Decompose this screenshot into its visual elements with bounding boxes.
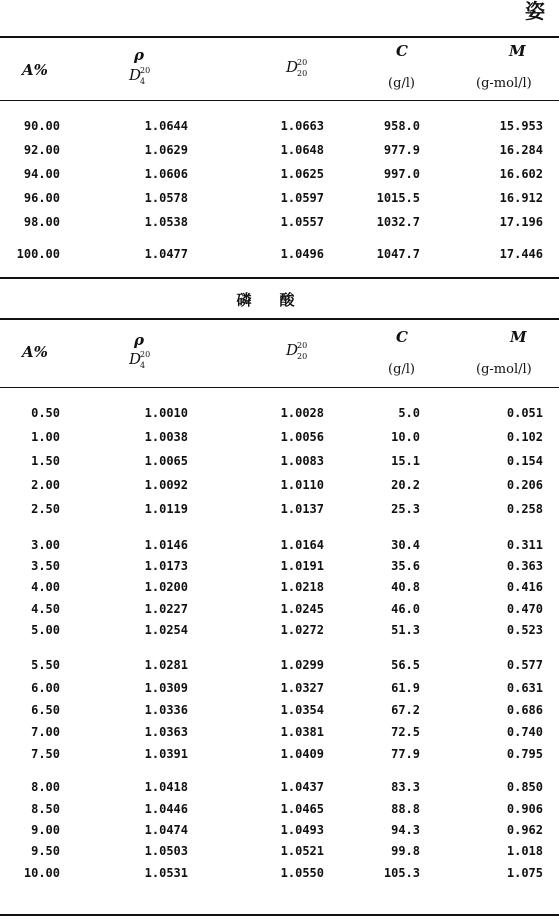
table2-header-d20-sup: 20: [297, 341, 308, 350]
table2-row-c: 51.3: [391, 623, 420, 637]
table2-row: [0, 599, 559, 619]
table2-row: [0, 820, 559, 840]
table1-header-a: A%: [22, 61, 48, 79]
table1-row-m: 16.602: [499, 167, 543, 181]
table2-row-d4: 1.0173: [144, 559, 188, 573]
table2-header-d20-base: D: [286, 341, 299, 359]
table2-row: [0, 678, 559, 698]
corner-mark: 姿: [525, 0, 545, 23]
table2-row-d20: 1.0245: [280, 602, 324, 616]
table2-row: [0, 841, 559, 861]
table2-row: [0, 577, 559, 597]
table2-row-c: 20.2: [391, 478, 420, 492]
table2-header-d20: [286, 341, 308, 361]
table1-row-d20: 1.0625: [280, 167, 324, 181]
table1-header-c-unit: (g/l): [388, 76, 416, 91]
table1-header-d4-base: D: [129, 66, 142, 84]
table2-row-c: 56.5: [391, 658, 420, 672]
table1-row-c: 997.0: [383, 167, 420, 181]
table2-row-m: 1.075: [506, 866, 543, 880]
table2-row-m: 0.154: [506, 454, 543, 468]
table2-row-a: 7.00: [31, 725, 60, 739]
table1-row-d4: 1.0629: [144, 143, 188, 157]
table1-row: [0, 116, 559, 136]
table2-row-a: 1.00: [31, 430, 60, 444]
table2-row-c: 88.8: [391, 802, 420, 816]
table1-row-m: 16.284: [499, 143, 543, 157]
table2-header-d4-base: D: [129, 350, 142, 368]
table2-header-rho: ρ: [134, 331, 144, 349]
table1-row-a: 92.00: [23, 143, 60, 157]
table1-row: [0, 244, 559, 264]
table2-row-d20: 1.0299: [280, 658, 324, 672]
table2-header-d20-sub: 20: [297, 352, 308, 361]
table2-row: [0, 744, 559, 764]
table2-row-d20: 1.0381: [280, 725, 324, 739]
table2-row-c: 46.0: [391, 602, 420, 616]
table2-header-a: A%: [22, 343, 48, 361]
table1-row-m: 15.953: [499, 119, 543, 133]
table1-header-rule: [0, 100, 559, 101]
table2-row-d4: 1.0391: [144, 747, 188, 761]
table2-row-d20: 1.0550: [280, 866, 324, 880]
table1-row-m: 16.912: [499, 191, 543, 205]
table2-row-m: 0.523: [506, 623, 543, 637]
table1-row: [0, 140, 559, 160]
table2-row-m: 0.631: [506, 681, 543, 695]
table2-row-a: 10.00: [23, 866, 60, 880]
table2-row-d20: 1.0272: [280, 623, 324, 637]
table1-header-d4-sup: 20: [140, 66, 151, 75]
table2-row: [0, 777, 559, 797]
table2-row: [0, 403, 559, 423]
table2-row-d4: 1.0336: [144, 703, 188, 717]
table2-row-d4: 1.0119: [144, 502, 188, 516]
table2-row-a: 8.50: [31, 802, 60, 816]
table2-row-m: 1.018: [506, 844, 543, 858]
table2-row-d4: 1.0531: [144, 866, 188, 880]
table2-header-d4-sup: 20: [140, 350, 151, 359]
table1-top-rule: [0, 36, 559, 38]
table2-row-a: 2.00: [31, 478, 60, 492]
table1-row-d4: 1.0578: [144, 191, 188, 205]
table2-row-c: 67.2: [391, 703, 420, 717]
table2-header-rule: [0, 387, 559, 388]
table2-header-d4: [129, 350, 151, 370]
table2-top-rule: [0, 318, 559, 320]
table2-row-d4: 1.0309: [144, 681, 188, 695]
table2-row-a: 9.50: [31, 844, 60, 858]
table2-row-a: 1.50: [31, 454, 60, 468]
table1-header-rho: ρ: [134, 46, 144, 64]
table1-header-d20: [286, 58, 308, 78]
table2-row-c: 15.1: [391, 454, 420, 468]
table1-header-d4: [129, 66, 151, 86]
table2-row: [0, 863, 559, 883]
table2-header-m-unit: (g-mol/l): [476, 362, 532, 377]
table2-row-d20: 1.0465: [280, 802, 324, 816]
table2-row-m: 0.363: [506, 559, 543, 573]
table1-row-c: 1015.5: [376, 191, 420, 205]
table1-row-d20: 1.0597: [280, 191, 324, 205]
table2-row-m: 0.577: [506, 658, 543, 672]
table1-header-d4-sub: 4: [140, 77, 146, 86]
table2-row-d20: 1.0191: [280, 559, 324, 573]
table2-row: [0, 427, 559, 447]
table2-row-c: 83.3: [391, 780, 420, 794]
table1-row-a: 94.00: [23, 167, 60, 181]
table1-row-d4: 1.0538: [144, 215, 188, 229]
table2-row-d4: 1.0038: [144, 430, 188, 444]
table2-row-d20: 1.0164: [280, 538, 324, 552]
table1-row: [0, 164, 559, 184]
table2-row-c: 94.3: [391, 823, 420, 837]
table2-row-d20: 1.0521: [280, 844, 324, 858]
table2-row-d20: 1.0327: [280, 681, 324, 695]
table2-row-c: 35.6: [391, 559, 420, 573]
table2-row-d4: 1.0010: [144, 406, 188, 420]
table2-row-d20: 1.0083: [280, 454, 324, 468]
table2-row: [0, 655, 559, 675]
table2-row: [0, 535, 559, 555]
table2-row-m: 0.051: [506, 406, 543, 420]
table1-header-d20-sub: 20: [297, 69, 308, 78]
table2-row-a: 5.00: [31, 623, 60, 637]
table2-row-m: 0.686: [506, 703, 543, 717]
table2-row-m: 0.962: [506, 823, 543, 837]
table2-row-d4: 1.0474: [144, 823, 188, 837]
table2-row-a: 0.50: [31, 406, 60, 420]
table2-row-m: 0.206: [506, 478, 543, 492]
table2-row: [0, 722, 559, 742]
table2-row-c: 10.0: [391, 430, 420, 444]
table2-row-m: 0.906: [506, 802, 543, 816]
table2-row-a: 6.50: [31, 703, 60, 717]
table2-row: [0, 499, 559, 519]
table2-row: [0, 451, 559, 471]
table1-header-d4-symbol: [129, 66, 151, 86]
table2-row-a: 3.50: [31, 559, 60, 573]
table1-row: [0, 188, 559, 208]
table1-header-c: C: [396, 42, 408, 60]
table2-row-m: 0.795: [506, 747, 543, 761]
table2-row-a: 8.00: [31, 780, 60, 794]
table2-row-m: 0.416: [506, 580, 543, 594]
table2-row: [0, 475, 559, 495]
table1-row-a: 96.00: [23, 191, 60, 205]
table1-header-d20-base: D: [286, 58, 299, 76]
table1-row-d20: 1.0663: [280, 119, 324, 133]
table2-row-d20: 1.0137: [280, 502, 324, 516]
table2-header-d20-symbol: [286, 341, 308, 361]
table2-header-c: C: [396, 328, 408, 346]
table2-row-m: 0.740: [506, 725, 543, 739]
table2-row-d20: 1.0409: [280, 747, 324, 761]
table1-row-a: 98.00: [23, 215, 60, 229]
table1-row: [0, 212, 559, 232]
table1-header-m: M: [509, 42, 526, 60]
table2-row-c: 25.3: [391, 502, 420, 516]
table2-header-d4-sub: 4: [140, 361, 146, 370]
table2-row-c: 77.9: [391, 747, 420, 761]
table1-row-d4: 1.0644: [144, 119, 188, 133]
table2-row-d4: 1.0092: [144, 478, 188, 492]
table2-bottom-rule: [0, 914, 559, 916]
table2-row-d20: 1.0110: [280, 478, 324, 492]
table1-row-d20: 1.0496: [280, 247, 324, 261]
table2-title: 磷酸: [236, 291, 323, 309]
table2-row-d4: 1.0254: [144, 623, 188, 637]
table2-row-a: 9.00: [31, 823, 60, 837]
table1-row-a: 100.00: [16, 247, 60, 261]
table2-header-d4-symbol: [129, 350, 151, 370]
table1-row-d4: 1.0477: [144, 247, 188, 261]
table1-row-d20: 1.0557: [280, 215, 324, 229]
table2-row-a: 4.00: [31, 580, 60, 594]
table1-row-c: 958.0: [383, 119, 420, 133]
table2-row-d4: 1.0418: [144, 780, 188, 794]
table2-row-d4: 1.0363: [144, 725, 188, 739]
table2-row-d20: 1.0354: [280, 703, 324, 717]
table2-row-d4: 1.0503: [144, 844, 188, 858]
table2-row-d20: 1.0056: [280, 430, 324, 444]
table1-row-m: 17.196: [499, 215, 543, 229]
table2-row-a: 6.00: [31, 681, 60, 695]
table2-row-m: 0.102: [506, 430, 543, 444]
table2-row-a: 2.50: [31, 502, 60, 516]
table1-header-d20-sup: 20: [297, 58, 308, 67]
table2-row-d4: 1.0065: [144, 454, 188, 468]
table2-row-m: 0.470: [506, 602, 543, 616]
table2-row-d4: 1.0200: [144, 580, 188, 594]
table2-row-c: 105.3: [383, 866, 420, 880]
table2-row-d20: 1.0493: [280, 823, 324, 837]
table1-row-c: 1032.7: [376, 215, 420, 229]
table2-row: [0, 799, 559, 819]
table2-row-c: 72.5: [391, 725, 420, 739]
table2-row-m: 0.311: [506, 538, 543, 552]
table2-row-d4: 1.0446: [144, 802, 188, 816]
table2-row-c: 99.8: [391, 844, 420, 858]
table1-bottom-rule: [0, 277, 559, 279]
table2-row-m: 0.850: [506, 780, 543, 794]
table1-row-m: 17.446: [499, 247, 543, 261]
table2-row: [0, 556, 559, 576]
table2-row: [0, 700, 559, 720]
table2-row-a: 4.50: [31, 602, 60, 616]
table2-row-c: 61.9: [391, 681, 420, 695]
table2-row-c: 5.0: [398, 406, 420, 420]
table2-row-d20: 1.0437: [280, 780, 324, 794]
table1-row-a: 90.00: [23, 119, 60, 133]
table2-row-a: 3.00: [31, 538, 60, 552]
table2-row-d20: 1.0028: [280, 406, 324, 420]
table2-row-d4: 1.0281: [144, 658, 188, 672]
table1-row-d4: 1.0606: [144, 167, 188, 181]
table2-row-m: 0.258: [506, 502, 543, 516]
table2-row-d4: 1.0227: [144, 602, 188, 616]
table1-header-d20-symbol: [286, 58, 308, 78]
table2-row-d4: 1.0146: [144, 538, 188, 552]
table2-row-c: 30.4: [391, 538, 420, 552]
table1-row-c: 1047.7: [376, 247, 420, 261]
table2-row-d20: 1.0218: [280, 580, 324, 594]
table1-row-d20: 1.0648: [280, 143, 324, 157]
table2-header-m: M: [510, 328, 527, 346]
table1-header-m-unit: (g-mol/l): [476, 76, 532, 91]
table2-row-a: 5.50: [31, 658, 60, 672]
table1-row-c: 977.9: [383, 143, 420, 157]
table2-header-c-unit: (g/l): [388, 362, 416, 377]
table2-row-a: 7.50: [31, 747, 60, 761]
table2-row-c: 40.8: [391, 580, 420, 594]
table2-row: [0, 620, 559, 640]
